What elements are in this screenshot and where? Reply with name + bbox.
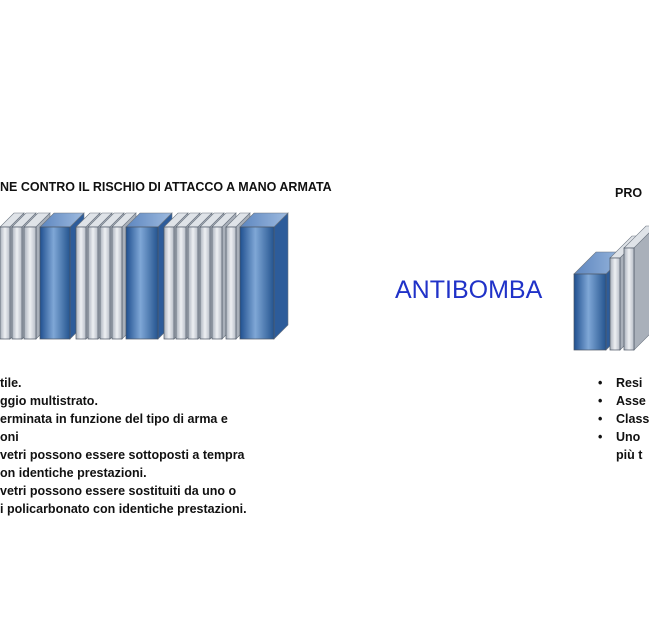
bullet-icon: • <box>598 430 603 444</box>
right-bullet-item: • Uno <box>598 430 641 444</box>
right-bullet-continuation: più t <box>616 448 643 462</box>
left-text-list <box>0 374 247 518</box>
right-heading: PRO <box>615 186 643 200</box>
glass-pane-blue <box>240 213 288 339</box>
left-line: on identiche prestazioni. <box>0 466 147 480</box>
right-bullet-list <box>598 374 649 464</box>
left-line: vetri possono essere sostituiti da uno o <box>0 484 237 498</box>
left-line: erminata in funzione del tipo di arma e <box>0 412 228 426</box>
right-bullet-item: • Class <box>598 412 649 426</box>
laminated-glass-illustration-right <box>560 218 640 358</box>
bullet-icon: • <box>598 394 603 408</box>
left-line: ggio multistrato. <box>0 394 98 408</box>
right-bullet-item: • Asse <box>598 394 646 408</box>
antibomba-title: ANTIBOMBA <box>395 276 543 304</box>
left-heading: NE CONTRO IL RISCHIO DI ATTACCO A MANO ARMATA <box>0 180 332 194</box>
glass-pane-clear <box>624 226 649 350</box>
left-line: oni <box>0 430 19 444</box>
bullet-icon: • <box>598 376 603 390</box>
left-line: i policarbonato con identiche prestazioni. <box>0 502 247 516</box>
bullet-icon: • <box>598 412 603 426</box>
right-bullet-item: • Resi <box>598 376 643 390</box>
laminated-glass-illustration-left <box>0 205 300 355</box>
left-line: vetri possono essere sottoposti a tempra <box>0 448 245 462</box>
left-line: tile. <box>0 376 22 390</box>
